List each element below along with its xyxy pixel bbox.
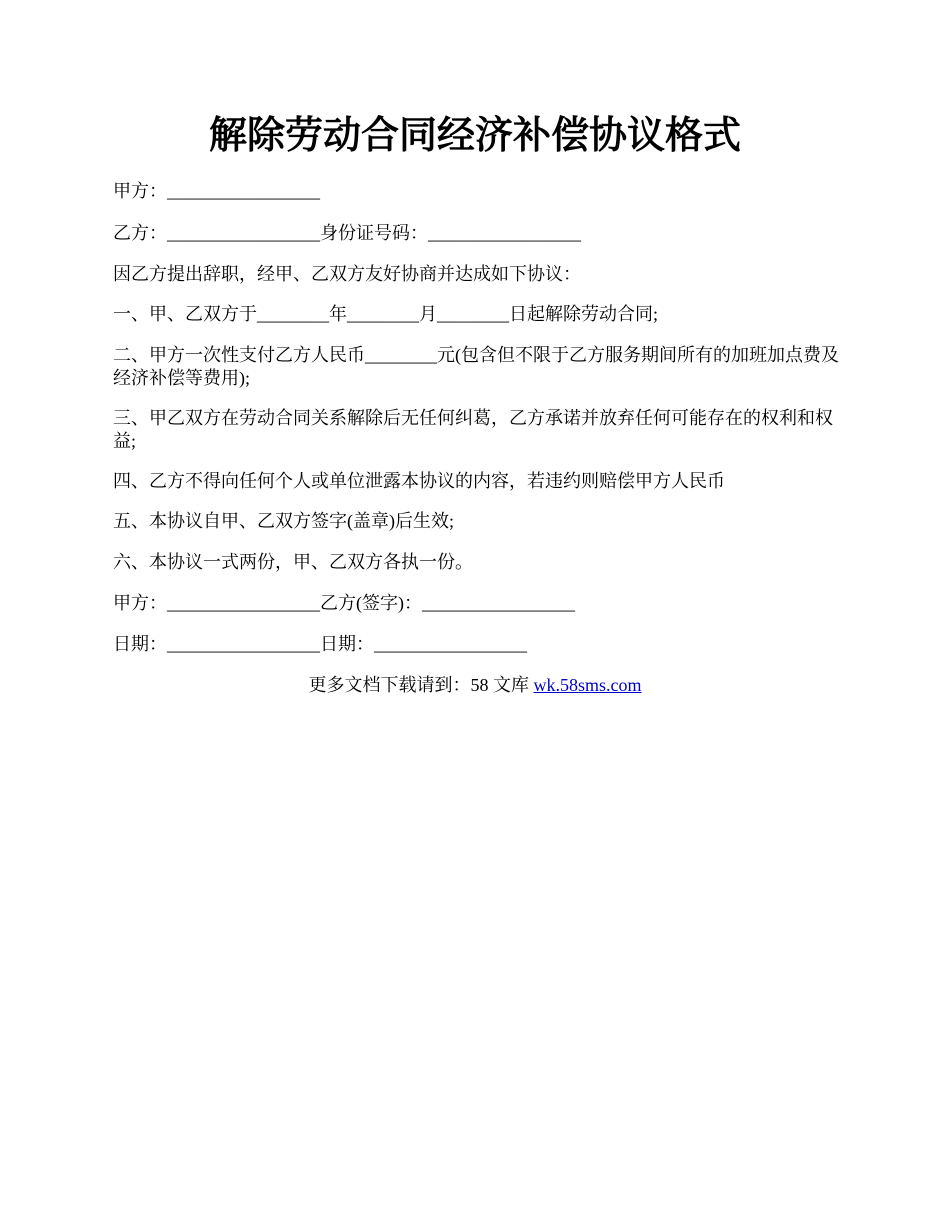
clause-5: 五、本协议自甲、乙双方签字(盖章)后生效; [113,511,454,531]
clause-3: 三、甲乙双方在劳动合同关系解除后无任何纠葛，乙方承诺并放弃任何可能存在的权利和权益; [113,408,833,451]
footer [0,674,950,697]
clause-4: 四、乙方不得向任何个人或单位泄露本协议的内容，若违约则赔偿甲方人民币 [113,471,725,491]
footer-text: 更多文档下载请到：58 文库 [308,675,534,695]
clause-2: 二、甲方一次性支付乙方人民币________元(包含但不限于乙方服务期间所有的加班加点费及经济补偿等费用); [113,345,839,388]
date-line: 日期：_________________日期：_________________ [113,634,527,654]
clause-1: 一、甲、乙双方于________年________月________日起解除劳动合同; [113,304,658,324]
signature-line: 甲方：_________________乙方(签字)：_________________ [113,593,575,613]
party-b-line: 乙方：_________________身份证号码：_________________ [113,223,581,243]
party-a-line: 甲方：_________________ [113,181,320,201]
intro-line: 因乙方提出辞职，经甲、乙双方友好协商并达成如下协议： [113,264,581,284]
footer-link[interactable]: wk.58sms.com [533,675,642,695]
clause-6: 六、本协议一式两份，甲、乙双方各执一份。 [113,552,473,572]
document-title: 解除劳动合同经济补偿协议格式 [208,115,741,157]
